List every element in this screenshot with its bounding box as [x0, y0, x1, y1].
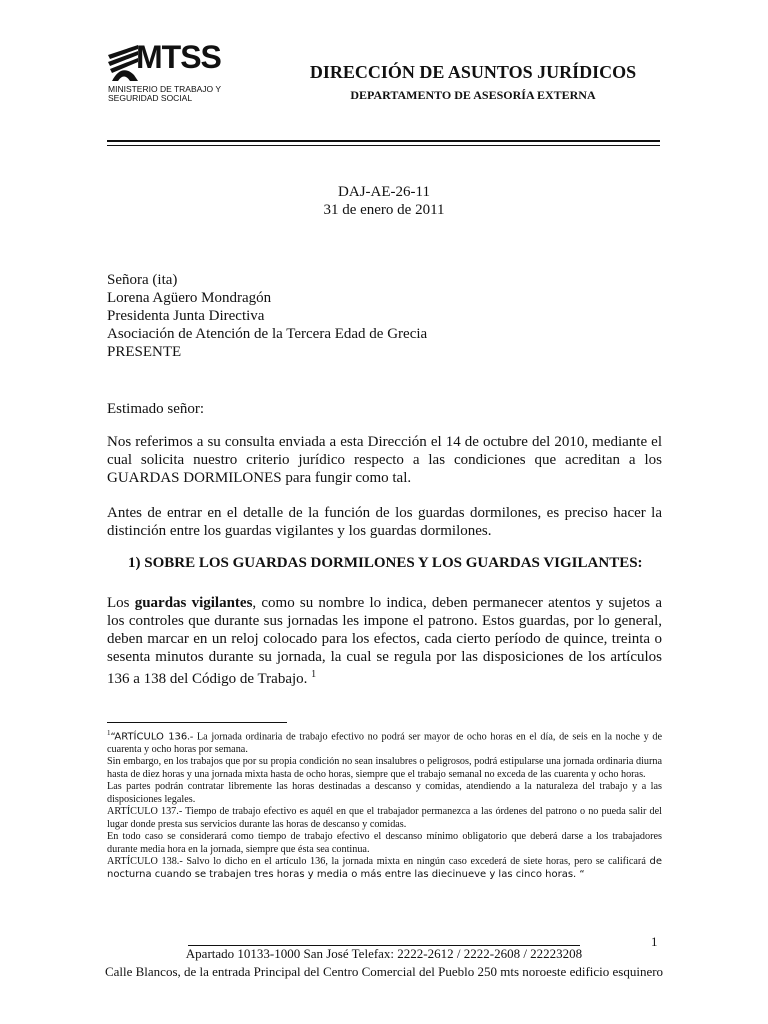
section-heading: 1) SOBRE LOS GUARDAS DORMILONES Y LOS GUARDAS VIGILANTES: [128, 555, 643, 571]
footnote-paragraph [107, 727, 662, 756]
footnote-text-alt-font: de nocturna cuando se trabajen tres horas y media o más entre las diecinueve y las cinco horas. “ [107, 856, 662, 880]
recipient-line: PRESENTE [107, 344, 182, 360]
recipient-line: Asociación de Atención de la Tercera Edad de Grecia [107, 326, 428, 342]
footnote-paragraph: Las partes podrán contratar libremente las horas destinadas a descanso y comidas, atendiendo a la naturaleza del trabajo y a las disposiciones legales. [107, 781, 662, 805]
footnote-paragraph: Sin embargo, en los trabajos que por su propia condición no sean insalubres o peligrosos, podrá estipularse una jornada ordinaria diurna hasta de diez horas y una jornada mixta hasta de ocho horas, siempre que el trabajo semanal no exceda de las cuarenta y ocho horas. [107, 756, 662, 780]
mtss-logo [108, 39, 248, 107]
footnote-paragraph: ARTÍCULO 137.- Tiempo de trabajo efectivo es aquél en que el trabajador permanezca a las órdenes del patrono o no pueda salir del lugar donde presta sus servicios durante las horas de descanso y comidas. [107, 806, 662, 830]
p3-rest: , como su nombre lo indica, deben permanecer atentos y sujetos a los controles que durante sus jornadas les impone el patrono. Estos guardas, por lo general, deben marcar en un reloj colocado para los efectos, cada cierto período de quince, treinta o sesenta minutos durante su jornada, la cual se regula por las disposiciones de los artículos 136 a 138 del Código de Trabajo. [107, 595, 662, 687]
paragraph-2: Antes de entrar en el detalle de la función de los guardas dormilones, es preciso hacer la distinción entre los guardas vigilantes y los guardas dormilones. [107, 505, 662, 539]
p3-start: Los [107, 595, 135, 611]
header-rule-thin [107, 145, 660, 146]
paragraph-1: Nos referimos a su consulta enviada a esta Dirección el 14 de octubre del 2010, mediante el cual solicita nuestro criterio jurídico respecto a las condiciones que acreditan a los GUARDAS DORMILONES para fungir como tal. [107, 434, 662, 486]
recipient-line: Presidenta Junta Directiva [107, 308, 265, 324]
footer-address-line-2: Calle Blancos, de la entrada Principal del Centro Comercial del Pueblo 250 mts noroeste edificio esquinero [104, 964, 664, 979]
document-date: 31 de enero de 2011 [323, 202, 445, 218]
header-rule-thick [107, 140, 660, 142]
page-number: 1 [651, 934, 658, 949]
recipient-block [107, 271, 427, 361]
paragraph-3 [107, 594, 662, 688]
footnote-paragraph [107, 856, 662, 881]
footnote-separator [107, 722, 287, 723]
footer-address-line-1: Apartado 10133-1000 San José Telefax: 2222-2612 / 2222-2608 / 22223208 [185, 946, 583, 961]
p3-bold-term: guardas vigilantes [134, 595, 253, 611]
footnote-text: .- La jornada ordinaria de trabajo efectivo no podrá ser mayor de ocho horas en el día, de seis en la noche y de cuarenta y ocho horas por semana. [107, 731, 662, 755]
document-reference: DAJ-AE-26-11 [338, 184, 430, 200]
footnote-text: ARTÍCULO 138.- Salvo lo dicho en el artículo 136, la jornada mixta en ningún caso excederá de siete horas, pero se calificará [107, 856, 650, 868]
footnote-reference: 1 [311, 669, 317, 680]
footnote-marker: 1 [107, 729, 111, 737]
header-subtitle: DEPARTAMENTO DE ASESORÍA EXTERNA [350, 88, 596, 102]
footnote-paragraph: En todo caso se considerará como tiempo de trabajo efectivo el descanso mínimo obligatorio que deberá darse a los trabajadores durante media hora en la jornada, siempre que ésta sea continua. [107, 831, 662, 855]
logo-wordmark: MTSS [136, 39, 221, 75]
footnote-article-lead: “ARTÍCULO 136 [110, 731, 188, 743]
footnote [107, 727, 662, 881]
greeting: Estimado señor: [107, 401, 205, 417]
header-title: DIRECCIÓN DE ASUNTOS JURÍDICOS [309, 62, 637, 82]
recipient-line: Señora (ita) [107, 272, 178, 288]
recipient-line: Lorena Agüero Mondragón [107, 290, 272, 306]
ministry-name: MINISTERIO DE TRABAJO Y SEGURIDAD SOCIAL [108, 84, 222, 103]
